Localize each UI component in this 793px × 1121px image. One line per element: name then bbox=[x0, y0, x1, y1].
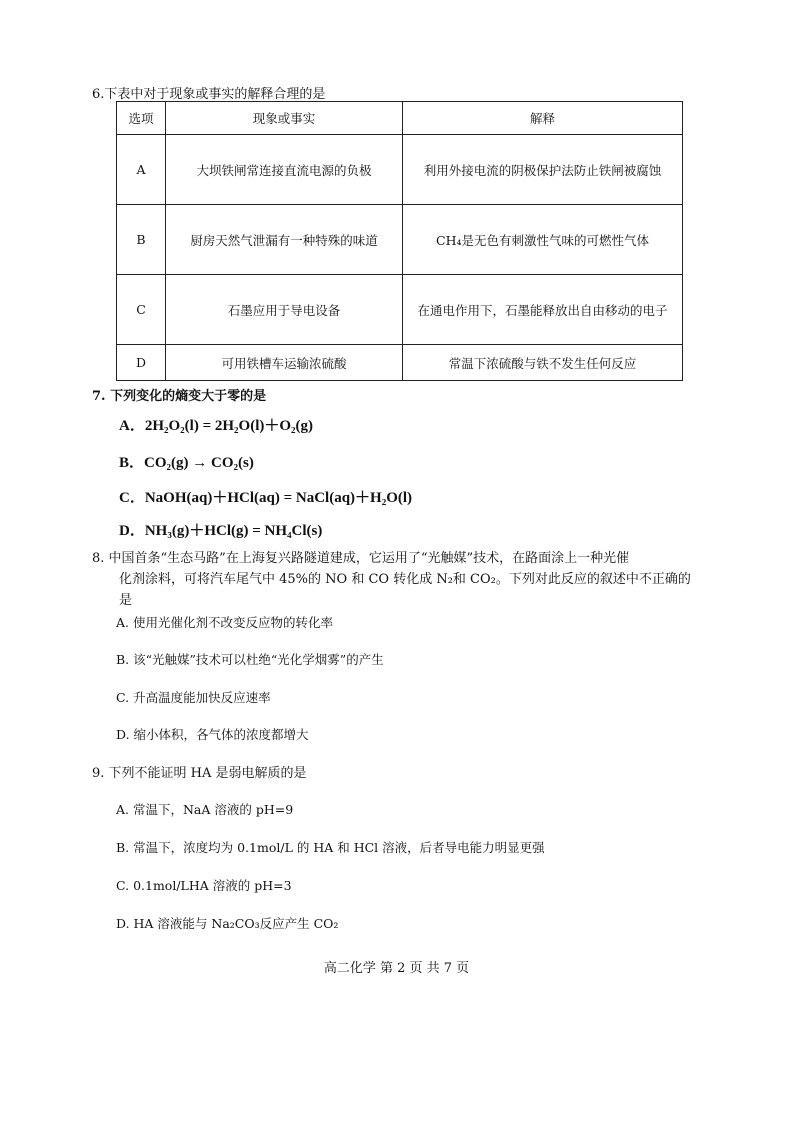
row-phenomenon: 大坝铁闸常连接直流电源的负极 bbox=[166, 135, 403, 205]
table-row bbox=[117, 275, 683, 345]
q8-stem-line2: 化剂涂料，可将汽车尾气中 45%的 NO 和 CO 转化成 N₂和 CO₂。下列对此反应的叙述中不正确的 bbox=[119, 572, 691, 587]
row-option: D bbox=[117, 345, 166, 381]
q6-stem: 6.下表中对于现象或事实的解释合理的是 bbox=[92, 87, 326, 102]
row-explanation: 利用外接电流的阴极保护法防止铁闸被腐蚀 bbox=[403, 135, 683, 205]
table-header-row bbox=[117, 102, 683, 135]
q7-option-c: C．NaOH(aq)＋HCl(aq) = NaCl(aq)＋H₂O(l) bbox=[119, 490, 413, 506]
row-explanation: 在通电作用下，石墨能释放出自由移动的电子 bbox=[403, 275, 683, 345]
header-phenomenon: 现象或事实 bbox=[166, 102, 403, 135]
row-option: B bbox=[117, 205, 166, 275]
row-explanation: CH₄是无色有刺激性气味的可燃性气体 bbox=[403, 205, 683, 275]
q9-option-a: A. 常温下，NaA 溶液的 pH=9 bbox=[116, 802, 294, 817]
header-option: 选项 bbox=[117, 102, 166, 135]
table-row bbox=[117, 345, 683, 381]
q9-option-b: B. 常温下，浓度均为 0.1mol/L 的 HA 和 HCl 溶液，后者导电能力明显更强 bbox=[116, 840, 545, 855]
header-explanation: 解释 bbox=[403, 102, 683, 135]
q8-option-d: D. 缩小体积，各气体的浓度都增大 bbox=[116, 727, 309, 742]
q7-option-b: B．CO₂(g) → CO₂(s) bbox=[119, 455, 254, 471]
q8-stem-line3: 是 bbox=[119, 593, 133, 608]
row-option: C bbox=[117, 275, 166, 345]
page-footer: 高二化学 第 2 页 共 7 页 bbox=[323, 961, 470, 976]
table-row bbox=[117, 135, 683, 205]
table-row bbox=[117, 205, 683, 275]
row-phenomenon: 石墨应用于导电设备 bbox=[166, 275, 403, 345]
q9-option-d: D. HA 溶液能与 Na₂CO₃反应产生 CO₂ bbox=[116, 916, 339, 931]
q9-option-c: C. 0.1mol/LHA 溶液的 pH=3 bbox=[116, 878, 292, 893]
q7-stem: 7. 下列变化的熵变大于零的是 bbox=[92, 389, 267, 404]
q8-option-b: B. 该“光触媒”技术可以杜绝“光化学烟雾”的产生 bbox=[116, 652, 384, 667]
row-option: A bbox=[117, 135, 166, 205]
row-explanation: 常温下浓硫酸与铁不发生任何反应 bbox=[403, 345, 683, 381]
q8-option-c: C. 升高温度能加快反应速率 bbox=[116, 690, 271, 705]
q8-stem-line1: 8. 中国首条“生态马路”在上海复兴路隧道建成，它运用了“光触媒”技术，在路面涂上一种光催 bbox=[92, 551, 630, 566]
q9-stem: 9. 下列不能证明 HA 是弱电解质的是 bbox=[92, 766, 307, 781]
row-phenomenon: 可用铁槽车运输浓硫酸 bbox=[166, 345, 403, 381]
row-phenomenon: 厨房天然气泄漏有一种特殊的味道 bbox=[166, 205, 403, 275]
q7-option-a: A．2H₂O₂(l) = 2H₂O(l)＋O₂(g) bbox=[119, 418, 314, 434]
q8-option-a: A. 使用光催化剂不改变反应物的转化率 bbox=[116, 615, 333, 630]
q6-table bbox=[116, 101, 683, 381]
q7-option-d: D．NH₃(g)＋HCl(g) = NH₄Cl(s) bbox=[119, 523, 323, 539]
